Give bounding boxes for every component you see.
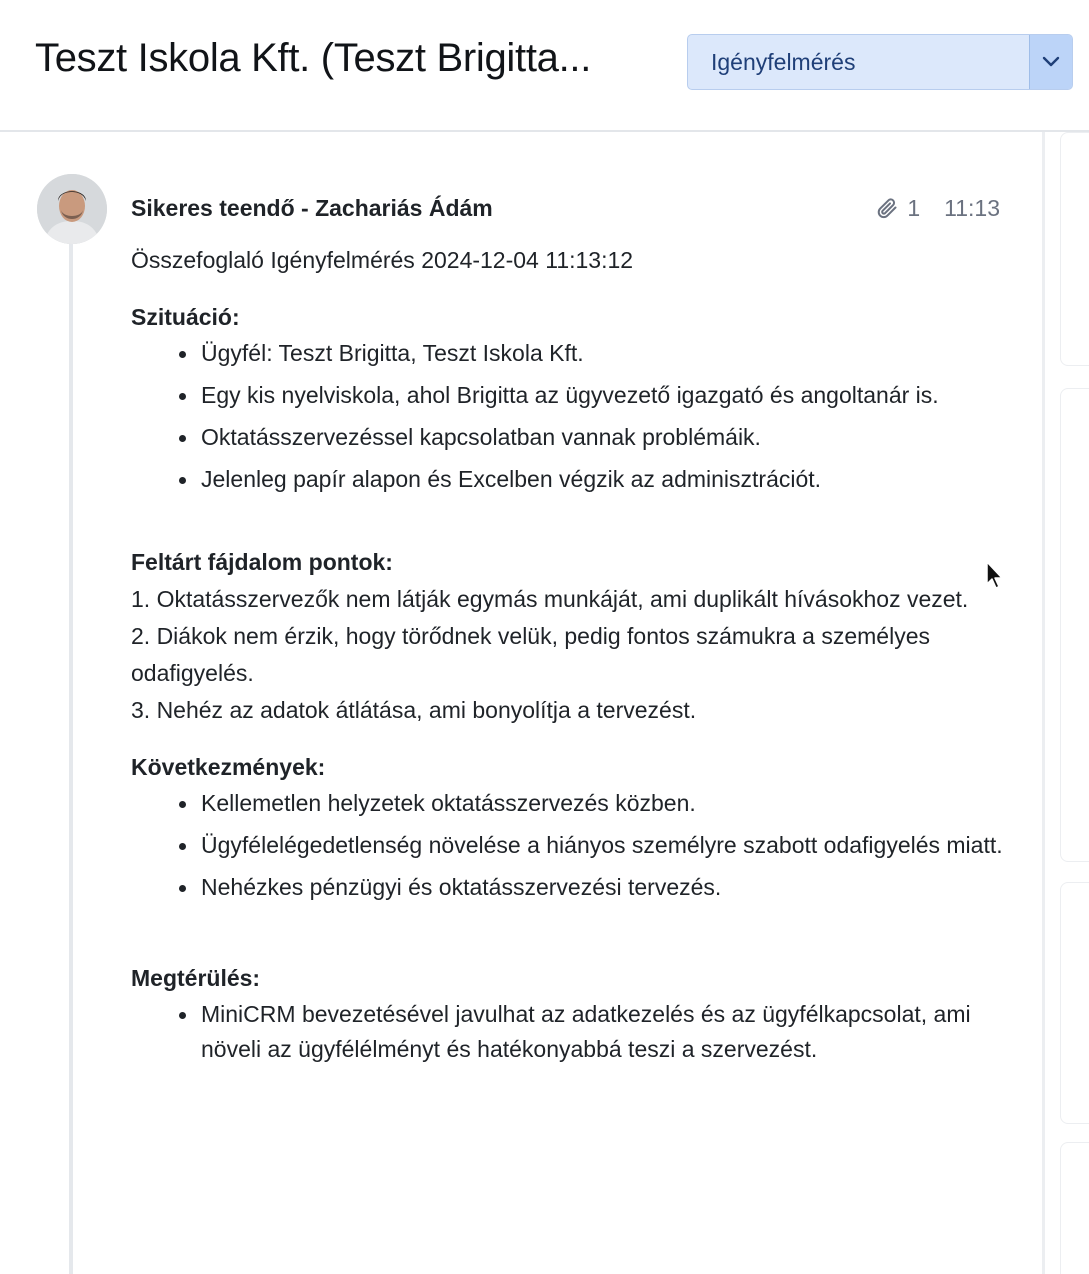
situation-list xyxy=(131,336,1006,497)
side-card xyxy=(1060,882,1089,1124)
section-title-pain-points: Feltárt fájdalom pontok: xyxy=(131,549,393,575)
list-item: Jelenleg papír alapon és Excelben végzik az adminisztrációt. xyxy=(201,462,1006,497)
list-item: Kellemetlen helyzetek oktatásszervezés közben. xyxy=(201,786,1006,821)
entry-body xyxy=(131,242,1006,1067)
summary-title: Összefoglaló Igényfelmérés 2024-12-04 11:13:12 xyxy=(131,247,634,273)
dropdown-toggle-button[interactable] xyxy=(1029,35,1072,89)
status-dropdown[interactable] xyxy=(687,34,1073,90)
timeline-line xyxy=(69,242,73,1274)
list-item: Ügyfélelégedetlenség növelése a hiányos személyre szabott odafigyelés miatt. xyxy=(201,828,1006,863)
numbered-item: 3. Nehéz az adatok átlátása, ami bonyolítja a tervezést. xyxy=(131,697,697,723)
entry-header xyxy=(131,190,1006,226)
panel-divider xyxy=(1042,132,1045,1274)
user-avatar-image xyxy=(37,174,107,244)
page-title: Teszt Iskola Kft. (Teszt Brigitta... xyxy=(35,36,592,80)
roi-list xyxy=(131,997,1006,1067)
section-title-consequences: Következmények: xyxy=(131,754,326,780)
avatar[interactable] xyxy=(37,174,107,244)
activity-entry xyxy=(131,190,1006,1074)
spacer xyxy=(131,504,1006,544)
numbered-item: 1. Oktatásszervezők nem látják egymás munkáját, ami duplikált hívásokhoz vezet. xyxy=(131,586,969,612)
numbered-item: 2. Diákok nem érzik, hogy törődnek velük, pedig fontos számukra a személyes odafigyelés. xyxy=(131,623,930,686)
attachment-link[interactable] xyxy=(875,195,920,222)
page-header xyxy=(0,0,1089,132)
entry-time: 11:13 xyxy=(944,194,1000,221)
list-item: MiniCRM bevezetésével javulhat az adatkezelés és az ügyfélkapcsolat, ami növeli az ügyfélélményt és hatékonyabbá teszi a szervezést. xyxy=(201,997,1006,1067)
list-item: Egy kis nyelviskola, ahol Brigitta az ügyvezető igazgató és angoltanár is. xyxy=(201,378,1006,413)
entry-author: Sikeres teendő - Zachariás Ádám xyxy=(131,194,493,221)
side-card xyxy=(1060,1142,1089,1274)
list-item: Oktatásszervezéssel kapcsolatban vannak problémáik. xyxy=(201,420,1006,455)
list-item: Nehézkes pénzügyi és oktatásszervezési tervezés. xyxy=(201,870,1006,905)
mouse-pointer-icon xyxy=(985,560,1005,590)
consequences-list xyxy=(131,786,1006,905)
attachment-count: 1 xyxy=(907,194,921,221)
timeline-content xyxy=(0,132,1089,1274)
side-card xyxy=(1060,388,1089,862)
chevron-down-icon xyxy=(1041,55,1061,69)
section-title-roi: Megtérülés: xyxy=(131,965,261,991)
list-item: Ügyfél: Teszt Brigitta, Teszt Iskola Kft. xyxy=(201,336,1006,371)
section-title-situation: Szituáció: xyxy=(131,304,240,330)
side-card xyxy=(1060,132,1089,366)
paperclip-icon xyxy=(875,196,899,220)
status-dropdown-value: Igényfelmérés xyxy=(711,48,856,75)
spacer xyxy=(131,912,1006,960)
